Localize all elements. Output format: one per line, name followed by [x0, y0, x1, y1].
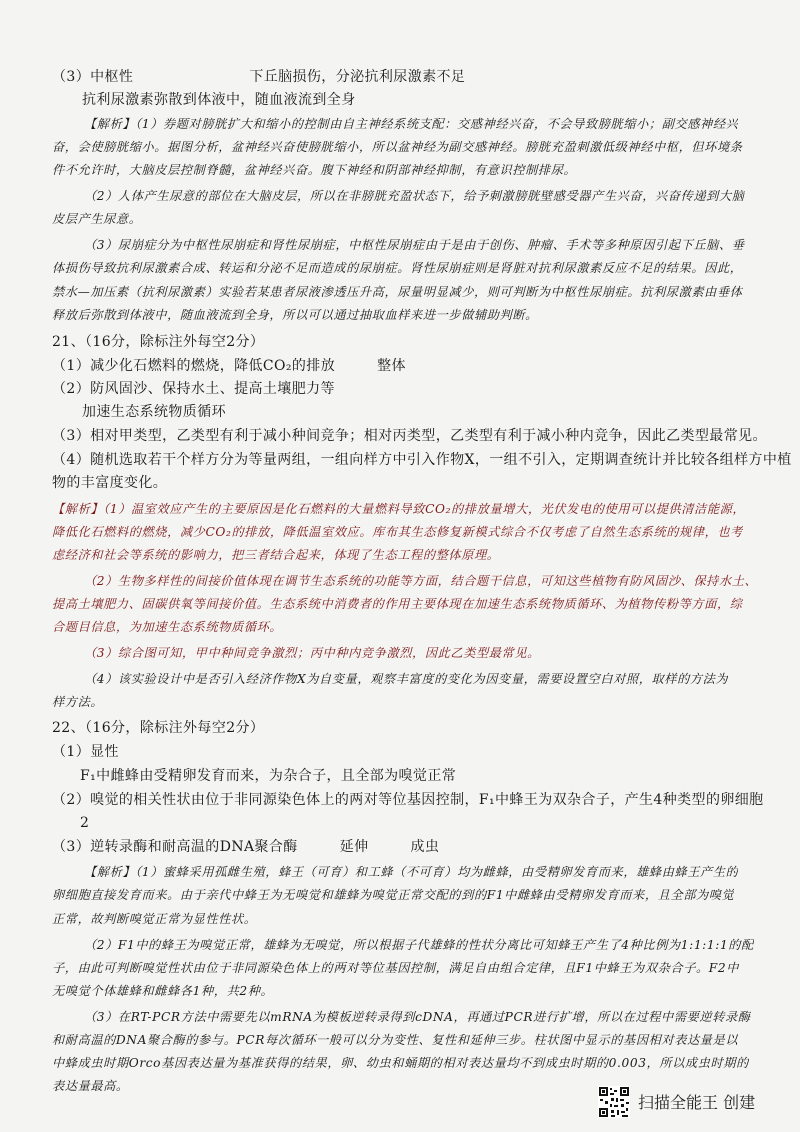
- explanation-line: 体损伤导致抗利尿激素合成、转运和分泌不足而造成的尿崩症。肾性尿崩症则是肾脏对抗利尿激素反应不足的结果。因此，: [52, 261, 743, 275]
- q22-explanation-line: 无嗅觉个体雄蜂和雌蜂各1种，共2种。: [52, 984, 274, 998]
- q21-explanation-line: （3）综合图可知，甲中种间竞争激烈；丙中种内竞争激烈，因此乙类型最常见。: [84, 646, 540, 660]
- explanation-line: 禁水—加压素（抗利尿激素）实验若某患者尿液渗透压升高，尿量明显减少，则可判断为中枢性尿崩症。抗利尿激素由垂体: [52, 285, 743, 299]
- q21-explanation-line: 降低化石燃料的燃烧，减少CO₂的排放，降低温室效应。库布其生态修复新模式综合不仅考虑了自然生态系统的规律，也考: [52, 525, 743, 539]
- explanation-line: 【解析】（1）券题对膀胱扩大和缩小的控制由自主神经系统支配：交感神经兴奋，不会导致膀胱缩小；副交感神经兴: [84, 117, 739, 131]
- q22-explanation-line: 正常，故判断嗅觉正常为显性性状。: [52, 912, 257, 926]
- q22-explanation-line: 【解析】（1）蜜蜂采用孤雌生殖，蜂王（可育）和工蜂（不可育）均为雌蜂，由受精卵发育而来，雄蜂由蜂王产生的: [84, 865, 739, 879]
- q22-explanation-line: （2）F1中的蜂王为嗅觉正常，雄蜂为无嗅觉，所以根据子代雄蜂的性状分离比可知蜂王产生了4种比例为1:1:1:1的配: [84, 938, 754, 952]
- q21-explanation-line: 【解析】（1）温室效应产生的主要原因是化石燃料的大量燃料导致CO₂的排放量增大，光伏发电的使用可以提供清洁能源，: [52, 502, 746, 516]
- q21-answer-1-extra: 整体: [377, 358, 406, 374]
- q21-explanation-line: 提高土壤肥力、固碳供氧等间接价值。生态系统中消费者的作用主要体现在加速生态系统物质循环、为植物传粉等方面，综: [52, 597, 743, 611]
- explanation-line: 奋，会使膀胱缩小。据图分析，盆神经兴奋使膀胱缩小，所以盆神经为副交感神经。膀胱充盈刺激低级神经中枢，但环境条: [52, 140, 743, 154]
- q21-answer-2-continuation: 加速生态系统物质循环: [82, 404, 226, 420]
- q22-explanation-line: （3）在RT-PCR方法中需要先以mRNA为模板逆转录得到cDNA，再通过PCR进行扩增，所以在过程中需要逆转录酶: [84, 1010, 751, 1024]
- explanation-line: （2）人体产生尿意的部位在大脑皮层，所以在非膀胱充盈状态下，给予刺激膀胱壁感受器产生兴奋，兴奋传递到大脑: [84, 189, 745, 203]
- q21-answer-4-continuation: 物的丰富度变化。: [52, 475, 168, 491]
- scanner-watermark: [598, 1086, 788, 1118]
- q21-answer-1-line: [52, 355, 406, 377]
- q22-answer-2: （2）嗅觉的相关性状由位于非同源染色体上的两对等位基因控制，F₁中蜂王为双杂合子，产生4种类型的卵细胞: [52, 792, 764, 808]
- answer-3-text: 下丘脑损伤，分泌抗利尿激素不足: [249, 69, 466, 85]
- q21-explanation-line: （2）生物多样性的间接价值体现在调节生态系统的功能等方面，结合题干信息，可知这些植物有防风固沙、保持水土、: [84, 574, 758, 588]
- q22-explanation-line: 中蜂成虫时期Orco基因表达量为基准获得的结果，卵、幼虫和蛹期的相对表达量均不到成虫时期的0.003，所以成虫时期的: [52, 1056, 749, 1070]
- answer-3-line: [52, 66, 465, 88]
- answer-3-continuation: 抗利尿激素弥散到体液中，随血液流到全身: [82, 92, 356, 108]
- question-21-header: 21、（16分，除标注外每空2分）: [52, 334, 265, 350]
- qr-code-icon: [598, 1086, 630, 1118]
- explanation-line: 皮层产生尿意。: [52, 212, 142, 226]
- q22-answer-3-extra-1: 延伸: [339, 839, 369, 855]
- q21-explanation-line: （4）该实验设计中是否引入经济作物X为自变量，观察丰富度的变化为因变量，需要设置空白对照，取样的方法为: [84, 672, 729, 686]
- explanation-line: 件不允许时，大脑皮层控制脊髓，盆神经兴奋。腹下神经和阴部神经抑制，有意识控制排尿。: [52, 163, 577, 177]
- answer-3-label: （3）中枢性: [52, 69, 134, 85]
- q22-answer-2-continuation: 2: [80, 815, 90, 831]
- explanation-line: （3）尿崩症分为中枢性尿崩症和肾性尿崩症，中枢性尿崩症由于是由于创伤、肿瘤、手术等多种原因引起下丘脑、垂: [84, 238, 745, 252]
- q22-explanation-line: 和耐高温的DNA聚合酶的参与。PCR每次循环一般可以分为变性、复性和延伸三步。柱状图中显示的基因相对表达量是以: [52, 1033, 739, 1047]
- q22-answer-3-line: [52, 836, 439, 858]
- q22-answer-3-extra-2: 成虫: [410, 839, 440, 855]
- q22-explanation-line: 表达量最高。: [52, 1079, 129, 1093]
- q21-explanation-line: 合题目信息，为加速生态系统物质循环。: [52, 620, 283, 634]
- question-22-header: 22、（16分，除标注外每空2分）: [52, 720, 265, 736]
- q22-answer-3: （3）逆转录酶和耐高温的DNA聚合酶: [52, 839, 298, 855]
- q22-explanation-line: 子，由此可判断嗅觉性状由位于非同源染色体上的两对等位基因控制，满足自由组合定律，且F1中蜂王为双杂合子。F2中: [52, 961, 739, 975]
- q21-answer-2: （2）防风固沙、保持水土、提高土壤肥力等: [52, 381, 335, 397]
- q21-answer-1: （1）减少化石燃料的燃烧，降低CO₂的排放: [52, 358, 336, 374]
- q22-answer-1: （1）显性: [52, 744, 119, 760]
- q22-explanation-line: 卵细胞直接发育而来。由于亲代中蜂王为无嗅觉和雄蜂为嗅觉正常交配的到的F1中雌蜂由受精卵发育而来，且全部为嗅觉: [52, 888, 735, 902]
- q21-answer-3: （3）相对甲类型，乙类型有利于减小种间竞争；相对丙类型，乙类型有利于减小种内竞争，因此乙类型最常见。: [52, 428, 767, 444]
- watermark-text: 扫描全能王 创建: [638, 1093, 756, 1112]
- q21-explanation-line: 虑经济和社会等系统的影响力，把三者结合起来，体现了生态工程的整体原理。: [52, 548, 500, 562]
- q21-answer-4: （4）随机选取若干个样方分为等量两组，一组向样方中引入作物X，一组不引入，定期调查统计并比较各组样方中植: [52, 452, 792, 468]
- q22-answer-1-continuation: F₁中雌蜂由受精卵发育而来，为杂合子，且全部为嗅觉正常: [80, 768, 457, 784]
- q21-explanation-line: 样方法。: [52, 695, 104, 709]
- explanation-line: 释放后弥散到体液中，随血液流到全身，所以可以通过抽取血样来进一步做辅助判断。: [52, 308, 538, 322]
